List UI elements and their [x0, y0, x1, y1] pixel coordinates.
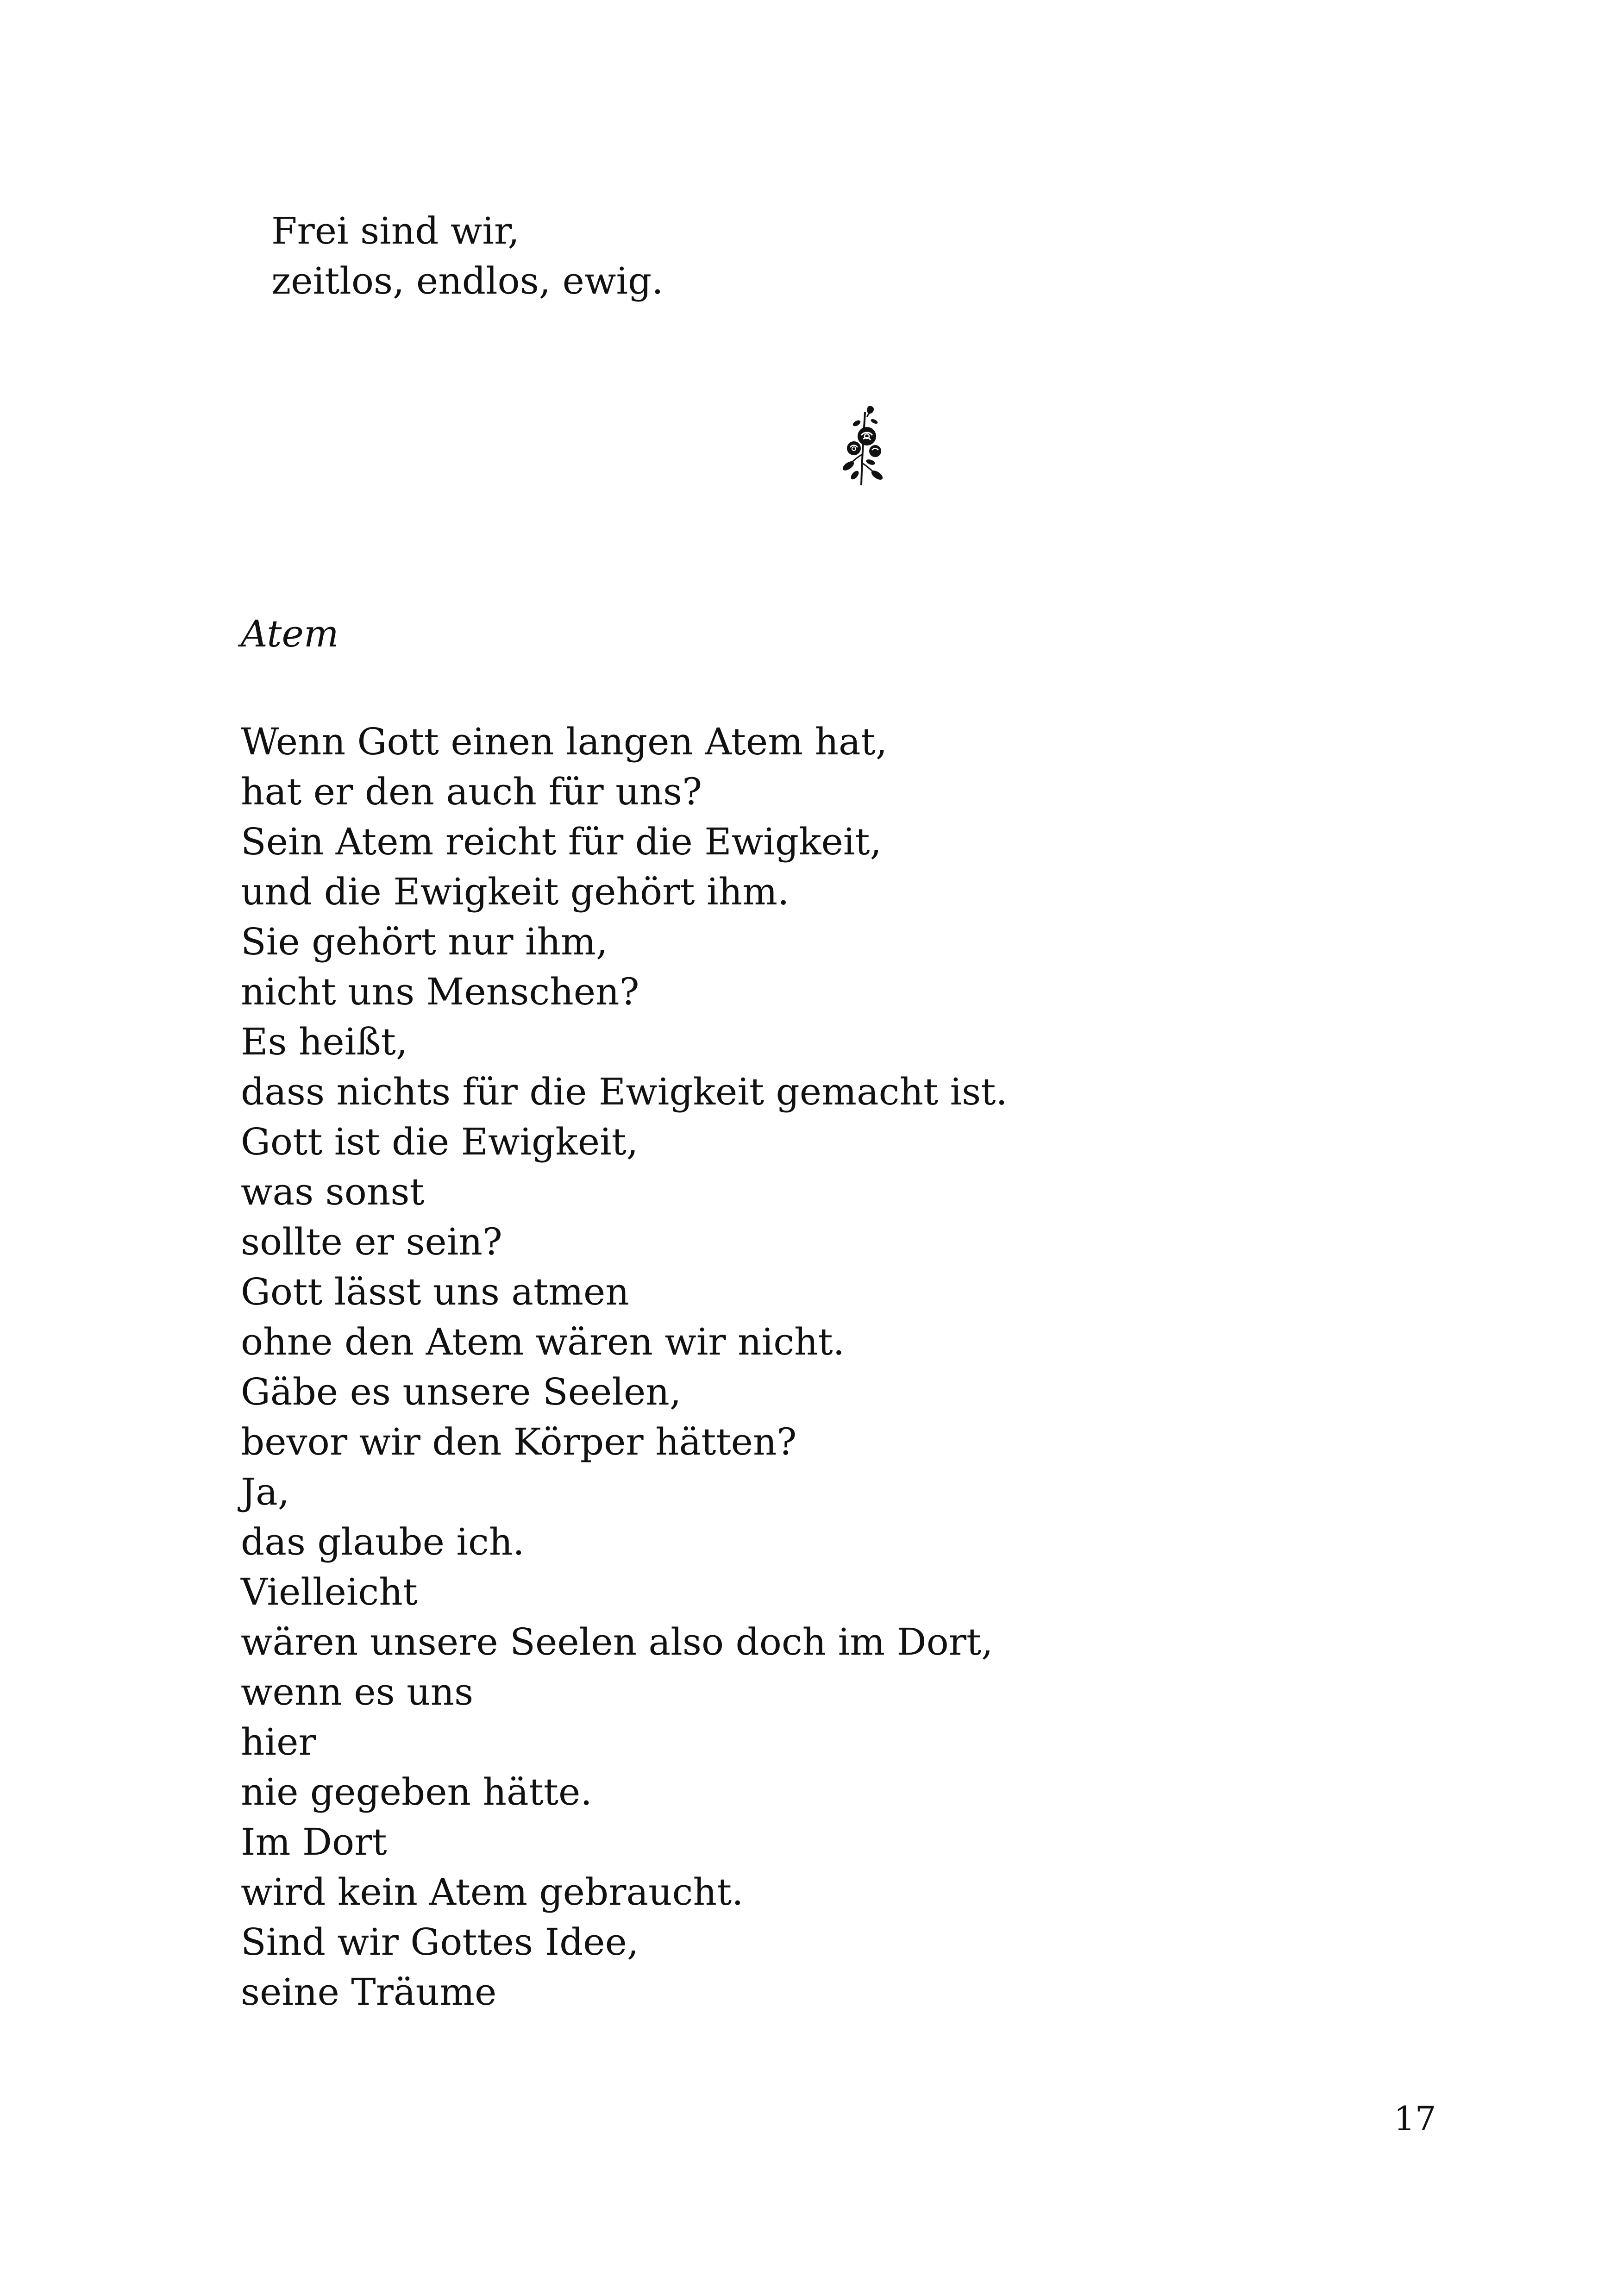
verse-line: seine Träume — [241, 1970, 497, 2014]
page-number: 17 — [1394, 2099, 1436, 2138]
rose-ornament-icon — [838, 403, 889, 486]
verse-line: hat er den auch für uns? — [241, 770, 702, 813]
verse-line: Im Dort — [241, 1820, 387, 1863]
verse-line: Gott lässt uns atmen — [241, 1270, 629, 1313]
verse-line: und die Ewigkeit gehört ihm. — [241, 870, 790, 913]
verse-line: zeitlos, endlos, ewig. — [271, 259, 664, 302]
verse-line: sollte er sein? — [241, 1220, 502, 1263]
verse-line: Wenn Gott einen langen Atem hat, — [241, 720, 888, 763]
poem-body — [241, 717, 1008, 2017]
verse-line: bevor wir den Körper hätten? — [241, 1420, 797, 1463]
verse-line: Sie gehört nur ihm, — [241, 920, 608, 963]
verse-line: das glaube ich. — [241, 1520, 525, 1563]
verse-line: was sonst — [241, 1170, 425, 1213]
verse-line: Sind wir Gottes Idee, — [241, 1920, 639, 1964]
verse-line: Sein Atem reicht für die Ewigkeit, — [241, 820, 882, 863]
verse-line: ohne den Atem wären wir nicht. — [241, 1320, 845, 1363]
verse-line: Es heißt, — [241, 1020, 408, 1063]
verse-line: Vielleicht — [241, 1570, 418, 1613]
verse-line: wenn es uns — [241, 1670, 474, 1713]
verse-line: nie gegeben hätte. — [241, 1770, 592, 1813]
opening-stanza — [271, 206, 664, 306]
verse-line: Gäbe es unsere Seelen, — [241, 1370, 682, 1413]
verse-line: Frei sind wir, — [271, 209, 520, 252]
verse-line: Ja, — [241, 1470, 290, 1513]
verse-line: hier — [241, 1720, 316, 1763]
verse-line: wird kein Atem gebraucht. — [241, 1870, 744, 1913]
verse-line: dass nichts für die Ewigkeit gemacht ist. — [241, 1070, 1008, 1113]
verse-line: wären unsere Seelen also doch im Dort, — [241, 1620, 993, 1663]
verse-line: Gott ist die Ewigkeit, — [241, 1120, 639, 1163]
poem-title: Atem — [241, 612, 339, 655]
verse-line: nicht uns Menschen? — [241, 970, 639, 1013]
